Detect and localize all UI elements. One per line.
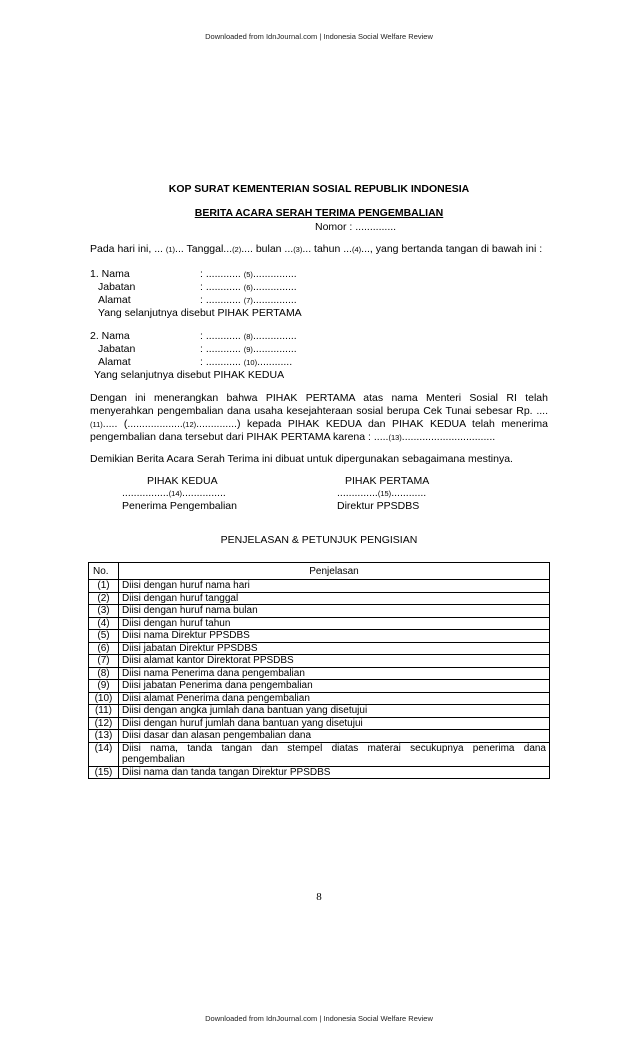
kop-heading: KOP SURAT KEMENTERIAN SOSIAL REPUBLIK INDONESIA [168, 183, 470, 195]
row-number: (5) [89, 630, 119, 643]
party-two-alamat-value: : ............ (10)............ [200, 356, 293, 368]
row-description: Diisi nama Direktur PPSDBS [119, 630, 550, 643]
party-two-jabatan-label: Jabatan [98, 343, 136, 355]
row-number: (2) [89, 592, 119, 605]
row-description: Diisi nama, tanda tangan dan stempel diatas materai secukupnya penerima dana pengembalian [119, 742, 550, 766]
party-two-name-label: 2. Nama [90, 330, 130, 342]
closing-sentence: Demikian Berita Acara Serah Terima ini dibuat untuk dipergunakan sebagaimana mestinya. [90, 453, 513, 465]
table-row [89, 692, 550, 705]
row-number: (12) [89, 717, 119, 730]
row-description: Diisi dengan angka jumlah dana bantuan yang disetujui [119, 705, 550, 718]
party-one-alamat-value: : ............ (7)............... [200, 294, 297, 306]
row-number: (10) [89, 692, 119, 705]
row-description: Diisi nama Penerima dana pengembalian [119, 667, 550, 680]
column-header-no: No. [89, 563, 119, 580]
page-number: 8 [316, 891, 322, 903]
table-row [89, 617, 550, 630]
row-number: (9) [89, 680, 119, 693]
table-row [89, 642, 550, 655]
row-description: Diisi dengan huruf tahun [119, 617, 550, 630]
row-number: (4) [89, 617, 119, 630]
table-row [89, 605, 550, 618]
instructions-title: PENJELASAN & PETUNJUK PENGISIAN [220, 534, 418, 546]
instructions-table [88, 562, 550, 779]
party-one-alamat-label: Alamat [98, 294, 131, 306]
party-two-note: Yang selanjutnya disebut PIHAK KEDUA [94, 369, 285, 381]
table-row [89, 766, 550, 779]
row-description: Diisi alamat kantor Direktorat PPSDBS [119, 655, 550, 668]
party-one-jabatan-value: : ............ (6)............... [200, 281, 297, 293]
table-row [89, 705, 550, 718]
signature-left-title: PIHAK KEDUA [147, 475, 218, 487]
row-number: (13) [89, 730, 119, 743]
row-description: Diisi nama dan tanda tangan Direktur PPSDBS [119, 766, 550, 779]
table-row [89, 667, 550, 680]
party-two-name-value: : ............ (8)............... [200, 330, 297, 342]
row-number: (11) [89, 705, 119, 718]
nomor-line: Nomor : .............. [315, 221, 397, 233]
signature-right-role: Direktur PPSDBS [337, 500, 420, 512]
main-paragraph: Dengan ini menerangkan bahwa PIHAK PERTAMA atas nama Menteri Sosial RI telah menyerahkan pengembalian dana usaha kesejahteraan sosial berupa Cek Tunai sebesar Rp. ....(11)..... (...................(12)..............) kepada PIHAK KEDUA dan PIHAK KEDUA telah menerima pengembalian dana tersebut dari PIHAK PERTAMA karena : .....(13)................................ [90, 392, 548, 443]
row-description: Diisi dengan huruf nama hari [119, 580, 550, 593]
row-number: (6) [89, 642, 119, 655]
party-one-name-value: : ............ (5)............... [200, 268, 297, 280]
row-description: Diisi dasar dan alasan pengembalian dana [119, 730, 550, 743]
table-row [89, 630, 550, 643]
column-header-penjelasan: Penjelasan [119, 563, 550, 580]
row-number: (1) [89, 580, 119, 593]
document-title: BERITA ACARA SERAH TERIMA PENGEMBALIAN [194, 207, 444, 219]
row-number: (14) [89, 742, 119, 766]
party-one-note: Yang selanjutnya disebut PIHAK PERTAMA [98, 307, 302, 319]
table-row [89, 655, 550, 668]
table-row [89, 730, 550, 743]
party-one-name-label: 1. Nama [90, 268, 130, 280]
table-row [89, 680, 550, 693]
table-row [89, 742, 550, 766]
intro-line: Pada hari ini, ... (1)... Tanggal...(2).... bulan ...(3)... tahun ...(4)..., yang bertanda tangan di bawah ini : [90, 243, 543, 255]
party-two-jabatan-value: : ............ (9)............... [200, 343, 297, 355]
instructions-header-row [89, 563, 550, 580]
signature-right-dots: ..............(15)............ [337, 487, 427, 499]
signature-right-title: PIHAK PERTAMA [345, 475, 430, 487]
table-row [89, 580, 550, 593]
row-number: (3) [89, 605, 119, 618]
row-description: Diisi dengan huruf tanggal [119, 592, 550, 605]
row-description: Diisi jabatan Penerima dana pengembalian [119, 680, 550, 693]
row-description: Diisi dengan huruf jumlah dana bantuan yang disetujui [119, 717, 550, 730]
site-header: Downloaded from IdnJournal.com | Indonesia Social Welfare Review [205, 32, 433, 41]
row-number: (7) [89, 655, 119, 668]
row-number: (8) [89, 667, 119, 680]
party-two-alamat-label: Alamat [98, 356, 131, 368]
signature-left-dots: ................(14)............... [122, 487, 226, 499]
table-row [89, 592, 550, 605]
party-one-jabatan-label: Jabatan [98, 281, 136, 293]
row-description: Diisi alamat Penerima dana pengembalian [119, 692, 550, 705]
row-description: Diisi jabatan Direktur PPSDBS [119, 642, 550, 655]
row-number: (15) [89, 766, 119, 779]
row-description: Diisi dengan huruf nama bulan [119, 605, 550, 618]
table-row [89, 717, 550, 730]
signature-left-role: Penerima Pengembalian [122, 500, 237, 512]
site-footer: Downloaded from IdnJournal.com | Indonesia Social Welfare Review [205, 1014, 433, 1023]
